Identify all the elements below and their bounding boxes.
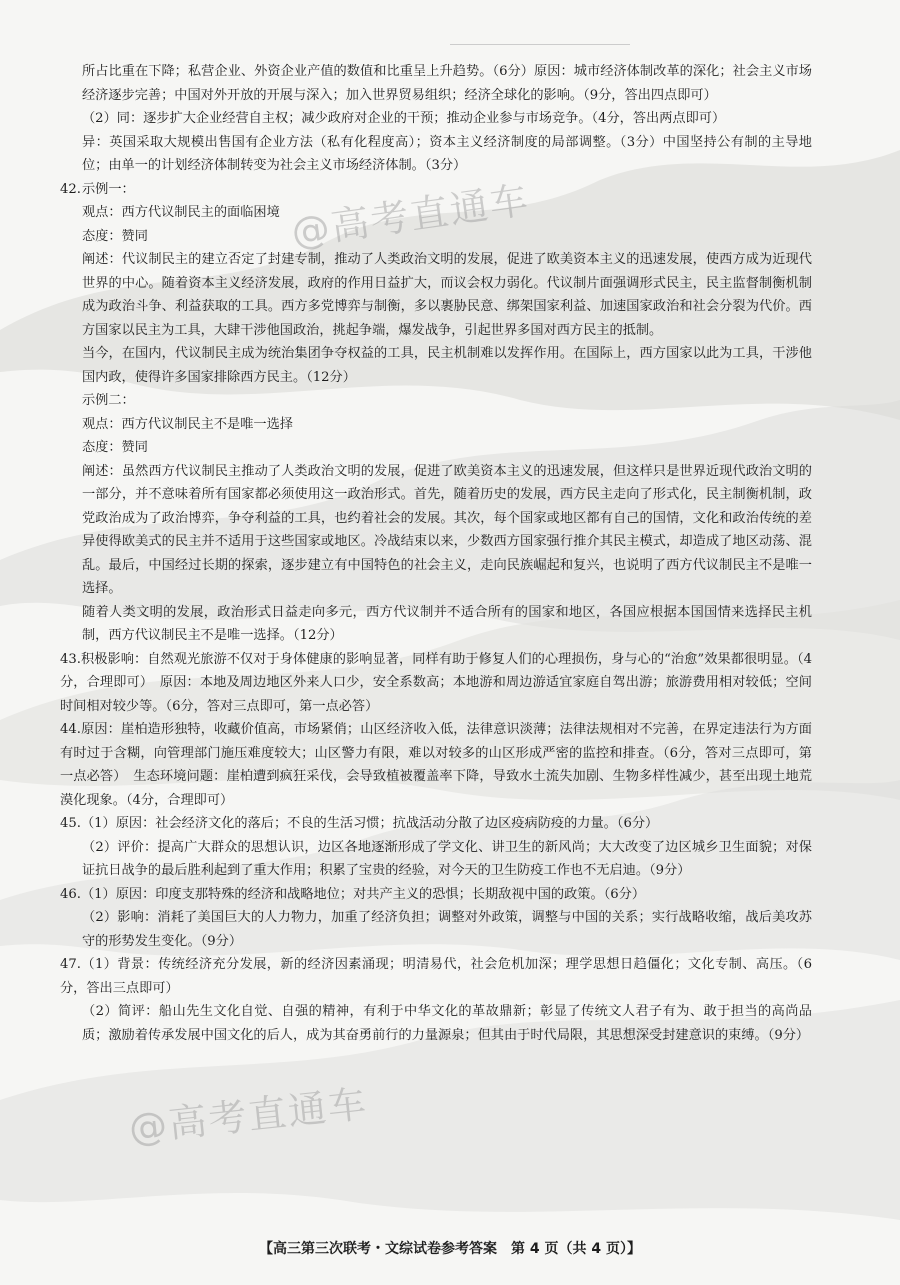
q42-example1-title: 示例一： (82, 181, 135, 197)
q42-example2-body1: 阐述：虽然西方代议制民主推动了人类政治文明的发展，促进了欧美资本主义的迅速发展，但这样只是世界近现代政治文明的一部分，并不意味着所有国家都必须使用这一政治形式。首先，随着历史的发展，西方民主走向了形式化，民主制衡机制，政党政治成为了政治博弈，争夺利益的工具，也约着社会的发展。其次，每个国家或地区都有自己的国情，文化和政治传统的差异使得欧美式的民主并不适用于这些国家或地区。冷战结束以来，少数西方国家强行推介其民主模式，却造成了地区动荡、混乱。最后，中国经过长期的探索，逐步建立有中国特色的社会主义，走向民族崛起和复兴，也说明了西方代议制民主不是唯一选择。 (82, 463, 812, 596)
answer-content (60, 60, 812, 1047)
q45-part1: 45.（1）原因：社会经济文化的落后；不良的生活习惯；抗战活动分散了边区疫病防疫的力量。（6分） (60, 816, 659, 831)
q42-example2-view: 观点：西方代议制民主不是唯一选择 (82, 416, 293, 432)
q42-number: 42. (60, 181, 81, 197)
q41-continuation: 所占比重在下降；私营企业、外资企业产值的数值和比重呈上升趋势。（6分）原因：城市经济体制改革的深化；社会主义市场经济逐步完善；中国对外开放的开展与深入；加入世界贸易组织；经济全球化的影响。（9分，答出四点即可） (82, 64, 812, 103)
q44-answer: 44.原因：崖柏造形独特，收藏价值高，市场紧俏；山区经济收入低，法律意识淡薄；法律法规相对不完善，在界定违法行为方面有时过于含糊，向管理部门施压难度较大；山区警力有限，难以对较多的山区形成严密的监控和排查。（6分，答对三点即可，第一点必答） 生态环境问题：崖柏遭到疯狂采伐，会导致植被覆盖率下降，导致水土流失加剧、生物多样性减少，甚至出现土地荒漠化现象。（4分，合理即可） (60, 722, 812, 808)
q45-part2: （2）评价：提高广大群众的思想认识，边区各地逐渐形成了学文化、讲卫生的新风尚；大大改变了边区城乡卫生面貌；对保证抗日战争的最后胜利起到了重大作用；积累了宝贵的经验，对今天的卫生防疫工作也不无启迪。（9分） (82, 839, 812, 878)
q46-part2: （2）影响：消耗了美国巨大的人力物力，加重了经济负担；调整对外政策，调整与中国的关系；实行战略收缩，战后美攻苏守的形势发生变化。（9分） (82, 910, 812, 949)
watermark-top: @高考直通车 (288, 177, 533, 255)
page-footer: 【高三第三次联考・文综试卷参考答案 第 4 页（共 4 页）】 (259, 1241, 641, 1257)
q42-example1-attitude: 态度：赞同 (82, 228, 148, 244)
q42-example1-body1: 阐述：代议制民主的建立否定了封建专制，推动了人类政治文明的发展，促进了欧美资本主义的迅速发展，使西方成为近现代世界的中心。随着资本主义经济发展，政府的作用日益扩大，而议会权力弱化。代议制片面强调形式民主，民主监督制衡机制成为政治斗争、利益获取的工具。西方多党博弈与制衡，多以裹胁民意、绑架国家利益、加速国家政治和社会分裂为代价。西方国家以民主为工具，大肆干涉他国政治，挑起争端，爆发战争，引起世界多国对西方民主的抵制。 (82, 252, 812, 338)
q42-example1-body2: 当今，在国内，代议制民主成为统治集团争夺权益的工具，民主机制难以发挥作用。在国际上，西方国家以此为工具，干涉他国内政，使得许多国家排除西方民主。（12分） (82, 346, 812, 385)
q43-answer: 43.积极影响：自然观光旅游不仅对于身体健康的影响显著，同样有助于修复人们的心理损伤，身与心的“治愈”效果都很明显。（4分，合理即可） 原因：本地及周边地区外来人口少，安全系数高；本地游和周边游适宜家庭自驾出游；旅游费用相对较低；空间时间相对较少等。（6分，答对三点即可，第一点必答） (60, 651, 812, 714)
q42-example2-title: 示例二： (82, 393, 135, 408)
q42-example1-view: 观点：西方代议制民主的面临困境 (82, 205, 280, 220)
q42-example2-body2: 随着人类文明的发展，政治形式日益走向多元，西方代议制并不适合所有的国家和地区，各国应根据本国国情来选择民主机制，西方代议制民主不是唯一选择。（12分） (82, 604, 812, 643)
q41-part2-diff: 异：英国采取大规模出售国有企业方法（私有化程度高）；资本主义经济制度的局部调整。（3分）中国坚持公有制的主导地位；由单一的计划经济体制转变为社会主义市场经济体制。（3分） (82, 134, 812, 173)
q42-example2-attitude: 态度：赞同 (82, 440, 148, 455)
top-rule (450, 44, 630, 45)
q46-part1: 46.（1）原因：印度支那特殊的经济和战略地位；对共产主义的恐惧；长期敌视中国的政策。（6分） (60, 886, 646, 902)
q47-part2: （2）简评：船山先生文化自觉、自强的精神，有利于中华文化的革故鼎新；彰显了传统文人君子有为、敢于担当的高尚品质；激励着传承发展中国文化的后人，成为其奋勇前行的力量源泉；但其由于时代局限，其思想深受封建意识的束缚。（9分） (82, 1004, 812, 1043)
watermark-bottom: @高考直通车 (126, 1081, 371, 1151)
q47-part1: 47.（1）背景：传统经济充分发展，新的经济因素涌现；明清易代，社会危机加深；理学思想日趋僵化；文化专制、高压。（6分，答出三点即可） (60, 957, 812, 996)
q41-part2-same: （2）同：逐步扩大企业经营自主权；减少政府对企业的干预；推动企业参与市场竞争。（4分，答出两点即可） (82, 111, 726, 126)
